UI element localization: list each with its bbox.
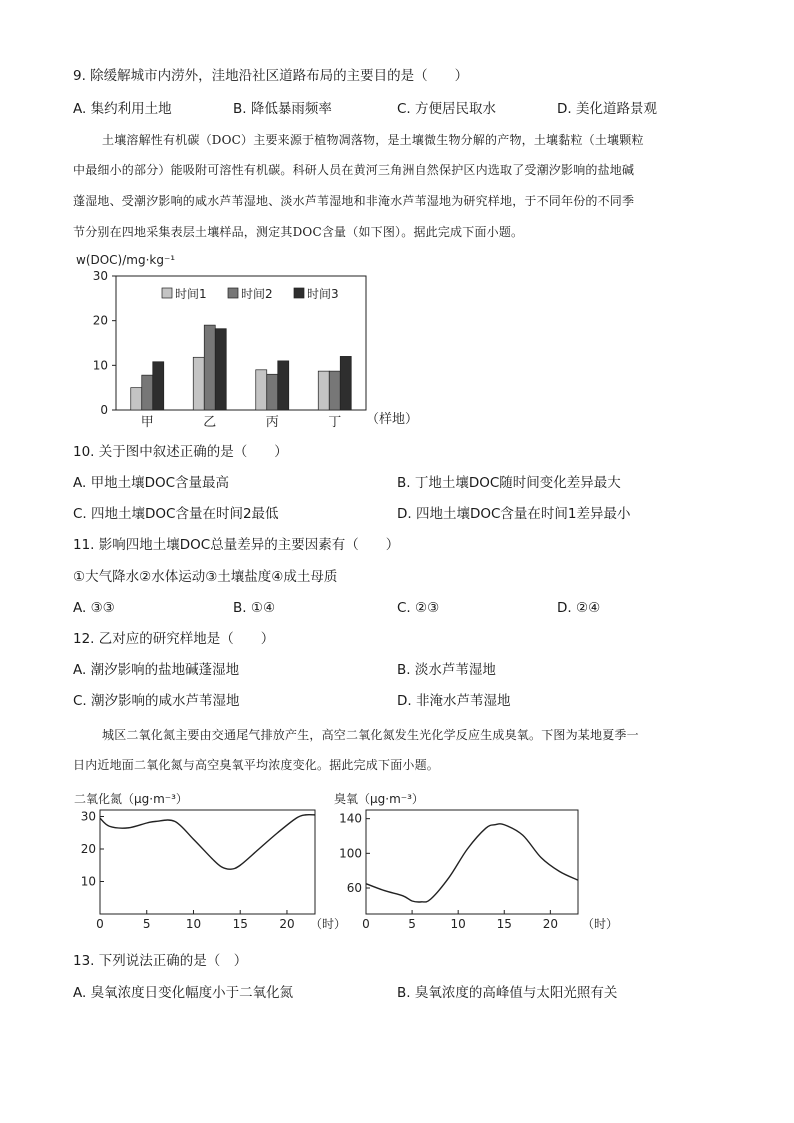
no2-chart-ytick-label: 30 bbox=[80, 809, 96, 824]
q11-option-d: D. ②④ bbox=[557, 600, 601, 616]
o3-series-line bbox=[366, 824, 578, 902]
q13-option-b: B. 臭氧浓度的高峰值与太阳光照有关 bbox=[397, 985, 618, 1001]
no2-chart-ytick-label: 20 bbox=[80, 842, 96, 856]
q11-option-a: A. ③③ bbox=[73, 600, 115, 616]
legend-swatch-时间1 bbox=[162, 288, 172, 298]
q10-option-d: D. 四地土壤DOC含量在时间1差异最小 bbox=[397, 506, 631, 522]
no2-chart-xtick-label: 15 bbox=[232, 917, 248, 931]
q12-option-a: A. 潮汐影响的盐地碱蓬湿地 bbox=[73, 662, 240, 678]
q10-option-b: B. 丁地土壤DOC随时间变化差异最大 bbox=[397, 475, 621, 491]
o3-chart-xtick-label: 10 bbox=[450, 917, 466, 931]
o3-chart-ytick-label: 100 bbox=[339, 846, 362, 861]
bar-丙-时间1 bbox=[256, 370, 267, 410]
o3-chart-ytick-label: 60 bbox=[346, 881, 362, 895]
o3-chart-xtick-label: 15 bbox=[496, 917, 512, 931]
q10-option-a: A. 甲地土壤DOC含量最高 bbox=[73, 475, 230, 491]
q9-stem: 9. 除缓解城市内涝外，洼地沿社区道路布局的主要目的是（ ） bbox=[73, 68, 469, 84]
q9-option-c: C. 方便居民取水 bbox=[397, 101, 497, 117]
q9-option-b: B. 降低暴雨频率 bbox=[233, 101, 332, 117]
no2-chart-xlabel: （时） bbox=[310, 917, 347, 931]
bar-chart-ytick-label: 0 bbox=[100, 403, 108, 417]
bar-甲-时间1 bbox=[131, 388, 142, 410]
no2-chart-xtick-label: 10 bbox=[185, 917, 202, 931]
bar-丙-时间3 bbox=[278, 361, 289, 410]
q12-stem: 12. 乙对应的研究样地是（ ） bbox=[73, 631, 275, 647]
legend-swatch-时间3 bbox=[294, 288, 304, 298]
passage2-line-2: 日内近地面二氧化氮与高空臭氧平均浓度变化。据此完成下面小题。 bbox=[73, 758, 440, 772]
q11-option-c: C. ②③ bbox=[397, 600, 440, 616]
o3-chart-xtick-label: 20 bbox=[542, 917, 558, 931]
no2-chart-frame bbox=[100, 810, 315, 914]
o3-line-chart bbox=[330, 788, 620, 934]
q9-option-a: A. 集约利用土地 bbox=[73, 101, 172, 117]
bar-chart-category-label: 乙 bbox=[203, 415, 217, 430]
doc-bar-chart bbox=[70, 250, 430, 435]
o3-chart-xtick-label: 5 bbox=[408, 917, 416, 931]
o3-chart-ytick-label: 140 bbox=[339, 811, 362, 826]
bar-chart-ytick-label: 10 bbox=[92, 358, 108, 373]
legend-label-时间2: 时间2 bbox=[241, 287, 273, 301]
no2-chart-title: 二氧化氮（μg·m⁻³） bbox=[74, 792, 188, 806]
bar-乙-时间3 bbox=[215, 329, 226, 410]
q10-stem: 10. 关于图中叙述正确的是（ ） bbox=[73, 444, 288, 460]
no2-chart-xtick-label: 0 bbox=[96, 917, 104, 931]
no2-chart-xtick-label: 5 bbox=[142, 917, 151, 931]
legend-label-时间1: 时间1 bbox=[175, 287, 207, 301]
no2-series-line bbox=[100, 815, 315, 870]
bar-乙-时间1 bbox=[193, 357, 204, 410]
o3-chart-xtick-label: 0 bbox=[362, 917, 370, 931]
bar-chart-category-label: 丁 bbox=[328, 415, 342, 430]
bar-chart-category-label: 丙 bbox=[265, 415, 279, 430]
q10-option-c: C. 四地土壤DOC含量在时间2最低 bbox=[73, 506, 279, 522]
bar-chart-ytick-label: 30 bbox=[92, 269, 108, 283]
q11-option-b: B. ①④ bbox=[233, 600, 276, 616]
bar-丁-时间2 bbox=[329, 371, 340, 410]
no2-line-chart bbox=[70, 788, 347, 934]
no2-chart-ytick-label: 10 bbox=[80, 874, 96, 889]
bar-甲-时间3 bbox=[153, 362, 164, 410]
q9-option-d: D. 美化道路景观 bbox=[557, 101, 657, 117]
passage1-line-3: 蓬湿地、受潮汐影响的咸水芦苇湿地、淡水芦苇湿地和非淹水芦苇湿地为研究样地，于不同年份的不同季 bbox=[73, 194, 635, 208]
passage1-line-2: 中最细小的部分）能吸附可溶性有机碳。科研人员在黄河三角洲自然保护区内选取了受潮汐影响的盐地碱 bbox=[73, 163, 635, 177]
q13-stem: 13. 下列说法正确的是（ ） bbox=[73, 953, 248, 969]
bar-甲-时间2 bbox=[142, 375, 153, 410]
bar-丁-时间1 bbox=[318, 371, 329, 410]
bar-乙-时间2 bbox=[204, 325, 215, 410]
no2-chart-xtick-label: 20 bbox=[279, 917, 295, 931]
bar-丙-时间2 bbox=[267, 374, 278, 410]
q12-option-b: B. 淡水芦苇湿地 bbox=[397, 662, 496, 678]
o3-chart-title: 臭氧（μg·m⁻³） bbox=[334, 792, 424, 806]
legend-swatch-时间2 bbox=[228, 288, 238, 298]
bar-chart-xlabel: （样地） bbox=[366, 412, 419, 427]
q12-option-c: C. 潮汐影响的咸水芦苇湿地 bbox=[73, 693, 240, 709]
bar-chart-ytick-label: 20 bbox=[92, 313, 108, 328]
legend-label-时间3: 时间3 bbox=[307, 287, 339, 301]
bar-丁-时间3 bbox=[340, 356, 351, 410]
o3-chart-xlabel: （时） bbox=[582, 917, 619, 931]
bar-chart-category-label: 甲 bbox=[140, 415, 154, 430]
passage2-line-1: 城区二氧化氮主要由交通尾气排放产生，高空二氧化氮发生光化学反应生成臭氧。下图为某地夏季一 bbox=[102, 728, 639, 742]
bar-chart-ylabel: w(DOC)/mg·kg⁻¹ bbox=[76, 253, 176, 267]
passage1-line-4: 节分别在四地采集表层土壤样品，测定其DOC含量（如下图）。据此完成下面小题。 bbox=[73, 225, 524, 239]
q13-option-a: A. 臭氧浓度日变化幅度小于二氧化氮 bbox=[73, 985, 294, 1001]
passage1-line-1: 土壤溶解性有机碳（DOC）主要来源于植物凋落物，是土壤微生物分解的产物，土壤黏粒（土壤颗粒 bbox=[102, 133, 644, 147]
q11-items: ①大气降水②水体运动③土壤盐度④成土母质 bbox=[73, 569, 338, 585]
q11-stem: 11. 影响四地土壤DOC总量差异的主要因素有（ ） bbox=[73, 537, 400, 553]
q12-option-d: D. 非淹水芦苇湿地 bbox=[397, 693, 511, 709]
